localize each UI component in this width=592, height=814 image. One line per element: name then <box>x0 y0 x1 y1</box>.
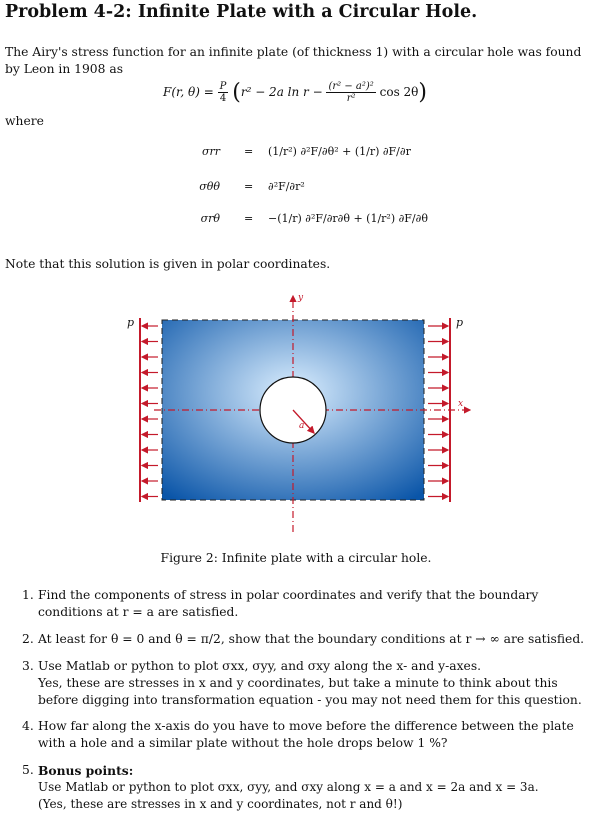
x-axis-label: x <box>458 399 464 409</box>
sigma-tt-label: σθθ <box>199 180 220 193</box>
problem-title: Problem 4-2: Infinite Plate with a Circular Hole. <box>5 2 478 22</box>
sigma-rr-eq: = <box>244 145 254 158</box>
sigma-rr-rhs: (1/r²) ∂²F/∂θ² + (1/r) ∂F/∂r <box>268 145 411 158</box>
airy-coef-num: P <box>219 81 227 92</box>
p-right-label: p <box>456 316 464 329</box>
radius-label: a <box>299 421 305 431</box>
intro-paragraph: The Airy's stress function for an infinite plate (of thickness 1) with a circular hole was found by Leon in 1908 as <box>5 45 582 76</box>
right-load-arrows <box>428 326 448 497</box>
sigma-rt-label: σrθ <box>200 212 220 225</box>
sigma-rt-rhs: −(1/r) ∂²F/∂r∂θ + (1/r²) ∂F/∂θ <box>268 212 428 225</box>
where-label: where <box>5 114 44 128</box>
question-5-text: Use Matlab or python to plot σxx, σyy, and σxy along x = a and x = 2a and x = 3a. <box>38 780 539 794</box>
airy-frac-num: (r² − a²)² <box>328 81 374 92</box>
airy-equation: F(r, θ) = $\frac{P}{4}$ (r² − 2a ln r − $\frac{\text{(r² − a²)²}}{\text{r²}}$ cos 2θ) <box>163 80 427 105</box>
sigma-tt-eq: = <box>244 180 254 193</box>
airy-lhs: F(r, θ) = <box>163 85 214 99</box>
sigma-rr-label: σrr <box>201 145 220 158</box>
airy-coef-den: 4 <box>218 92 229 104</box>
plate-figure <box>118 288 472 538</box>
sigma-rt-eq: = <box>244 212 254 225</box>
question-3-note: Yes, these are stresses in x and y coordinates, but take a minute to think about this before digging into transformation equation - you may not need them for this question. <box>38 676 582 707</box>
airy-term1: r² − 2a ln r − <box>240 85 323 99</box>
polar-note: Note that this solution is given in polar coordinates. <box>5 257 331 271</box>
figure-caption: Figure 2: Infinite plate with a circular hole. <box>160 551 432 565</box>
left-load-arrows <box>142 326 158 497</box>
question-5-note: (Yes, these are stresses in x and y coordinates, not r and θ!) <box>38 797 403 811</box>
p-left-label: p <box>127 316 135 329</box>
airy-tail: cos 2θ <box>379 85 419 99</box>
sigma-tt-rhs: ∂²F/∂r² <box>268 180 305 193</box>
airy-frac-den: r² <box>326 92 375 104</box>
y-axis-label: y <box>298 293 304 303</box>
